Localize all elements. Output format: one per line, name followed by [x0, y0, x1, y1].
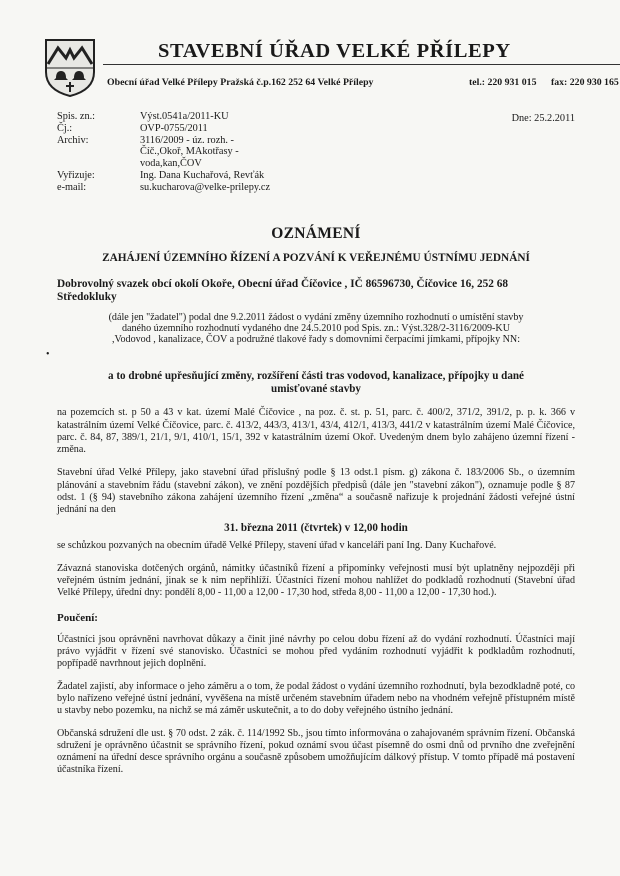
- ref-value: Ing. Dana Kuchařová, Revťák: [140, 169, 265, 181]
- ref-row-email: [57, 182, 330, 194]
- intro-line: ,Vodovod , kanalizace, ČOV a podružné tlakové řady s domovními čerpacími jímkami, přípojky NN:: [111, 334, 521, 345]
- document-heading: OZNÁMENÍ: [271, 225, 361, 242]
- ref-row-cj: [57, 123, 330, 135]
- office-fax: fax: 220 930 165: [551, 77, 619, 88]
- ref-value: voda,kan,ČOV: [140, 158, 202, 170]
- changes-line: a to drobné upřesňující změny, rozšíření části tras vodovod, kanalizace, přípojky u dané: [108, 370, 524, 383]
- office-phone: tel.: 220 931 015: [469, 77, 537, 88]
- associations-paragraph: Občanská sdružení dle ust. § 70 odst. 2 zák. č. 114/1992 Sb., jsou tímto informována o zahajovaném správním řízení. Občanská sdružení je oprávněno účastnit se správního řízení, pokud oznámí svou účast písemně do osmi dnů od prvního dne zveřejnění oznámení na úřední desce správního orgánu a současně způsobem umožňujícím dálkový přístup. V tomto případě má postavení účastníka řízení.: [57, 727, 575, 776]
- ref-row-spis: [57, 111, 330, 123]
- office-address: Obecní úřad Velké Přílepy Pražská č.p.162 252 64 Velké Přílepy: [107, 77, 374, 88]
- ref-value: Číč.,Okoř, MAkotřasy -: [140, 146, 239, 158]
- document-date: Dne: 25.2.2011: [511, 113, 575, 124]
- document-subheading: ZAHÁJENÍ ÚZEMNÍHO ŘÍZENÍ A POZVÁNÍ K VEŘEJNÉMU ÚSTNÍMU JEDNÁNÍ: [102, 252, 530, 264]
- reference-block: [57, 111, 575, 207]
- changes-summary: [57, 370, 575, 396]
- instruction-heading: Poučení:: [57, 611, 98, 624]
- meeting-paragraph: se schůzkou pozvaných na obecním úřadě Velké Přílepy, stavení úřad v kanceláři paní Ing. Dany Kuchařové.: [57, 539, 497, 551]
- changes-line: umisťované stavby: [271, 383, 361, 396]
- authority-paragraph: Stavební úřad Velké Přílepy, jako stavební úřad příslušný podle § 13 odst.1 písm. g) zákona č. 183/2006 Sb., o územním plánování a stavebním řádu (stavební zákon), ve znění pozdějších předpisů (dále jen "stavební zákon"), oznamuje podle § 87 odst. 1 (§ 94) stavebního zákona zahájení územního řízení „změna“ a současně nařizuje k projednání žádosti veřejné ústní jednání na den: [57, 467, 575, 516]
- municipal-crest-icon: [44, 38, 96, 98]
- ref-label: Archiv:: [57, 134, 89, 146]
- application-intro: [57, 312, 575, 346]
- bullet-mark: •: [46, 349, 50, 361]
- ref-label: Spis. zn.:: [57, 111, 96, 122]
- letterhead: [57, 0, 619, 100]
- ref-label-empty: [57, 146, 140, 158]
- ref-row-vyrizuje: [57, 170, 330, 182]
- intro-line: (dále jen "žadatel") podal dne 9.2.2011 žádost o vydání změny územního rozhodnutí o umístění stavby: [108, 311, 524, 323]
- ref-label-empty: [57, 158, 140, 170]
- header-rule: [103, 64, 620, 65]
- office-title: STAVEBNÍ ÚŘAD VELKÉ PŘÍLEPY: [158, 40, 511, 62]
- intro-line: daného územního rozhodnutí vydaného dne 24.5.2010 pod Spis. zn.: Výst.328/2-3116/2009-KU: [121, 322, 510, 334]
- ref-label: Vyřizuje:: [57, 169, 95, 181]
- applicant-duty-paragraph: Žadatel zajistí, aby informace o jeho záměru a o tom, že podal žádost o vydání územního rozhodnutí, byla bezodkladně poté, co bylo nařízeno veřejné ústní jednání, vyvěšena na místě určeném stavebním úřadem nebo na vhodném veřejně přístupném místě u stavby nebo pozemku, na nichž se má záměr uskutečnit, a to do doby veřejného ústního jednání.: [57, 680, 575, 717]
- ref-row-archiv: [57, 135, 330, 147]
- ref-value: OVP-0755/2011: [140, 122, 208, 134]
- ref-value: Výst.0541a/2011-KU: [140, 111, 229, 122]
- applicant-line: Středokluky: [57, 291, 117, 304]
- ref-label: Čj.:: [57, 122, 73, 134]
- applicant-line: Dobrovolný svazek obcí okolí Okoře, Obecní úřad Číčovice , IČ 86596730, Číčovice 16, 252 68: [57, 278, 509, 290]
- rights-paragraph: Účastníci jsou oprávněni navrhovat důkazy a činit jiné návrhy po celou dobu řízení až do vydání rozhodnutí. Účastníci mají právo vyjádřit v řízení své stanovisko. Účastníci se mohou před vydáním rozhodnutí vyjádřit k podkladům rozhodnutí, popřípadě navrhnout jejich doplnění.: [57, 633, 575, 670]
- parcels-paragraph: na pozemcích st. p 50 a 43 v kat. území Malé Číčovice , na poz. č. st. p. 51, parc. č. 400/2, 371/2, 391/2, p. p. k. 366 v katastrálním území Velké Číčovice, parc. č. 413/2, 443/3, 413/1, 43/4, 412/1, 413/3, 441/2 v katastrálním území Malé Číčovice, parc. č. 84, 87, 389/1, 21/1, 9/1, 410/1, 15/1, 392 v katastrálním území Okoř. Uvedeným dnem bylo zahájeno územní řízení - změna.: [57, 407, 575, 456]
- ref-value: 3116/2009 - úz. rozh. -: [140, 134, 234, 146]
- ref-value: su.kucharova@velke-prilepy.cz: [140, 181, 271, 193]
- hearing-datetime: 31. března 2011 (čtvrtek) v 12,00 hodin: [224, 521, 408, 534]
- ref-label: e-mail:: [57, 181, 87, 193]
- ref-row-archiv-3: [57, 158, 330, 170]
- applicant: [57, 278, 575, 305]
- ref-row-archiv-2: [57, 146, 330, 158]
- binding-paragraph: Závazná stanoviska dotčených orgánů, námitky účastníků řízení a připomínky veřejnosti musí být uplatněny nejpozději při veřejném ústním jednání, jinak se k nim nepřihlíží. Účastníci řízení mohou nahlížet do podkladů rozhodnutí (Stavební úřad Velké Přílepy, úřední dny: pondělí 8,00 - 11,00 a 12,00 - 17,30 hod, středa 8,00 - 11,00 a 12,00 - 17,30 hod.).: [57, 562, 575, 599]
- reference-table: [57, 111, 330, 194]
